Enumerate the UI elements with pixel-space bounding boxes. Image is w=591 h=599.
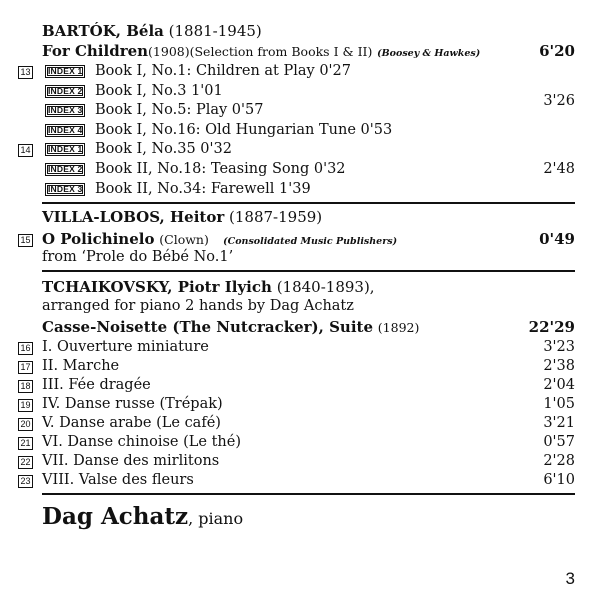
index-badge: INDEX 1 <box>45 65 85 78</box>
tchaikovsky-arranged: arranged for piano 2 hands by Dag Achatz <box>42 298 354 314</box>
track-number: 16 <box>18 342 33 355</box>
bartok-item: Book I, No.5: Play 0'57 <box>95 102 264 118</box>
index-badge: INDEX 2 <box>45 85 85 98</box>
bartok-item: Book I, No.35 0'32 <box>95 141 232 157</box>
tchaikovsky-work-title: Casse-Noisette (The Nutcracker), Suite <box>42 318 373 336</box>
movement-duration: 0'57 <box>543 434 575 450</box>
index-badge: INDEX 1 <box>45 143 85 156</box>
bartok-work-line <box>42 42 480 63</box>
villa-duration: 0'49 <box>539 230 575 248</box>
track-number: 13 <box>18 66 33 79</box>
track-number: 20 <box>18 418 33 431</box>
tchaikovsky-work-year: (1892) <box>377 320 420 335</box>
bartok-item: Book II, No.18: Teasing Song 0'32 <box>95 161 346 177</box>
movement-duration: 2'04 <box>543 377 575 393</box>
villa-composer-line <box>42 208 322 226</box>
bartok-composer-line <box>42 22 262 40</box>
villa-work-detail: (Clown) <box>159 232 209 247</box>
bartok-total-duration: 6'20 <box>539 42 575 60</box>
movement-title: VIII. Valse des fleurs <box>42 472 194 488</box>
page-number: 3 <box>565 569 575 588</box>
bartok-item: Book I, No.1: Children at Play 0'27 <box>95 63 351 79</box>
bartok-item: Book I, No.3 1'01 <box>95 83 223 99</box>
index-badge: INDEX 2 <box>45 163 85 176</box>
bartok-item: Book II, No.34: Farewell 1'39 <box>95 181 311 197</box>
tchaikovsky-total-duration: 22'29 <box>528 318 575 336</box>
movement-duration: 3'23 <box>543 339 575 355</box>
villa-from: from ‘Prole do Bébé No.1’ <box>42 249 234 265</box>
movement-duration: 3'21 <box>543 415 575 431</box>
tchaikovsky-composer: TCHAIKOVSKY, Piotr Ilyich <box>42 278 272 296</box>
section-divider <box>42 493 575 495</box>
track-number: 19 <box>18 399 33 412</box>
movement-duration: 2'38 <box>543 358 575 374</box>
tchaikovsky-dates: (1840-1893), <box>276 278 375 296</box>
villa-dates: (1887-1959) <box>229 208 323 226</box>
tchaikovsky-work-line <box>42 318 419 337</box>
movement-duration: 2'28 <box>543 453 575 469</box>
section-divider <box>42 270 575 272</box>
track-number: 15 <box>18 234 33 247</box>
movement-title: VII. Danse des mirlitons <box>42 453 220 469</box>
track-number: 17 <box>18 361 33 374</box>
performer-credit <box>42 502 243 534</box>
performer-role: , piano <box>188 509 244 528</box>
bartok-dates: (1881-1945) <box>168 22 262 40</box>
movement-title: V. Danse arabe (Le café) <box>42 415 221 431</box>
bartok-composer: BARTÓK, Béla <box>42 22 164 40</box>
villa-work-title: O Polichinelo <box>42 230 155 248</box>
section-divider <box>42 202 575 204</box>
movement-title: VI. Danse chinoise (Le thé) <box>42 434 241 450</box>
track-subtotal: 2'48 <box>543 161 575 177</box>
villa-publisher: (Consolidated Music Publishers) <box>223 236 398 247</box>
movement-duration: 6'10 <box>543 472 575 488</box>
track-number: 14 <box>18 144 33 157</box>
movement-title: IV. Danse russe (Trépak) <box>42 396 223 412</box>
index-badge: INDEX 4 <box>45 124 85 137</box>
index-badge: INDEX 3 <box>45 104 85 117</box>
index-badge: INDEX 3 <box>45 183 85 196</box>
bartok-work-title: For Children <box>42 42 149 60</box>
track-number: 23 <box>18 475 33 488</box>
movement-title: I. Ouverture miniature <box>42 339 209 355</box>
track-subtotal: 3'26 <box>543 93 575 109</box>
tchaikovsky-composer-line <box>42 278 375 296</box>
track-number: 22 <box>18 456 33 469</box>
movement-duration: 1'05 <box>543 396 575 412</box>
track-number: 21 <box>18 437 33 450</box>
villa-composer: VILLA-LOBOS, Heitor <box>42 208 225 226</box>
track-number: 18 <box>18 380 33 393</box>
bartok-work-detail: (1908)(Selection from Books I & II) <box>148 44 373 59</box>
movement-title: II. Marche <box>42 358 120 374</box>
bartok-publisher: (Boosey & Hawkes) <box>377 48 481 59</box>
movement-title: III. Fée dragée <box>42 377 151 393</box>
bartok-item: Book I, No.16: Old Hungarian Tune 0'53 <box>95 122 393 138</box>
performer-name: Dag Achatz <box>42 503 189 530</box>
